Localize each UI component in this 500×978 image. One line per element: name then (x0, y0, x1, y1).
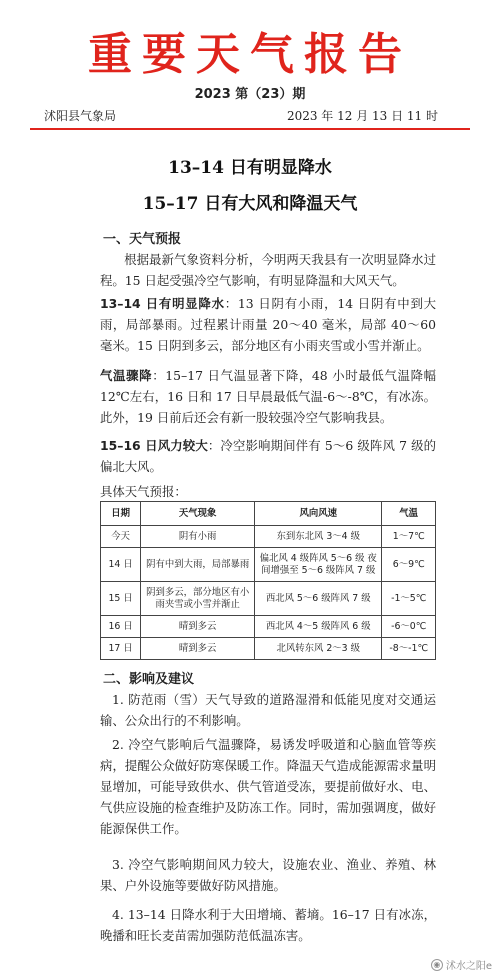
header-divider (30, 128, 470, 130)
table-row (101, 526, 436, 548)
forecast-summary: 根据最新气象资料分析，今明两天我县有一次明显降水过程。15 日起受强冷空气影响，有明显降温和大风天气。 (100, 252, 436, 288)
masthead-title: 重要天气报告 (88, 29, 412, 80)
advice-3: 3. 冷空气影响期间风力较大，设施农业、渔业、养殖、林果、户外设施等要做好防风措施。 (100, 857, 436, 893)
cell-wind: 西北风 4～5 级阵风 6 级 (255, 616, 382, 638)
cell-wind: 偏北风 4 级阵风 5～6 级 夜间增强至 5～6 级阵风 7 级 (255, 548, 382, 582)
advice-4: 4. 13–14 日降水利于大田增墒、蓄墒。16–17 日有冰冻，晚播和旺长麦苗需加强防范低温冻害。 (100, 907, 436, 943)
issue-time: 2023 年 12 月 13 日 11 时 (286, 109, 438, 123)
cell-temp: -6～0℃ (382, 616, 436, 638)
wechat-icon: ◉ (431, 959, 443, 971)
cell-date: 今天 (101, 526, 141, 548)
section-forecast-title: 一、天气预报 (103, 232, 182, 247)
cell-weather: 阴有小雨 (141, 526, 255, 548)
table-row (101, 616, 436, 638)
cell-temp: 1～7℃ (382, 526, 436, 548)
col-temp: 气温 (382, 502, 436, 526)
issue-number: 2023 第（23）期 (194, 87, 306, 102)
section-advice-title: 二、影响及建议 (103, 672, 195, 687)
cell-date: 15 日 (101, 582, 141, 616)
forecast-rain-label: 13–14 日有明显降水 (100, 296, 225, 311)
table-header-row (101, 502, 436, 526)
issuer: 沭阳县气象局 (44, 109, 117, 123)
cell-weather: 晴到多云 (141, 616, 255, 638)
cell-date: 16 日 (101, 616, 141, 638)
cell-weather: 阴有中到大雨，局部暴雨 (141, 548, 255, 582)
forecast-wind: 15–16 日风力较大：冷空影响期间伴有 5～6 级阵风 7 级的偏北大风。 (100, 438, 436, 474)
cell-date: 17 日 (101, 638, 141, 660)
cell-temp: -1～5℃ (382, 582, 436, 616)
forecast-temperature: 气温骤降：15–17 日气温显著下降，48 小时最低气温降幅 12℃左右，16 日和 17 日早晨最低气温-6～-8℃，有冰冻。此外，19 日前后还会有新一股较强冷空气影响我县。 (100, 368, 436, 425)
cell-wind: 西北风 5～6 级阵风 7 级 (255, 582, 382, 616)
watermark: ◉ 沭水之阳e (431, 957, 492, 972)
table-row (101, 582, 436, 616)
col-date: 日期 (101, 502, 141, 526)
col-wind: 风向风速 (255, 502, 382, 526)
table-row (101, 548, 436, 582)
col-weather: 天气现象 (141, 502, 255, 526)
headline-wind: 15–17 日有大风和降温天气 (142, 194, 358, 214)
cell-temp: -8～-1℃ (382, 638, 436, 660)
advice-1: 1. 防范雨（雪）天气导致的道路湿滑和低能见度对交通运输、公众出行的不利影响。 (100, 692, 436, 728)
cell-date: 14 日 (101, 548, 141, 582)
cell-temp: 6～9℃ (382, 548, 436, 582)
cell-weather: 阴到多云，部分地区有小雨夹雪或小雪并渐止 (141, 582, 255, 616)
forecast-temperature-label: 气温骤降 (100, 368, 153, 383)
cell-wind: 东到东北风 3～4 级 (255, 526, 382, 548)
table-label: 具体天气预报： (100, 484, 187, 499)
cell-weather: 晴到多云 (141, 638, 255, 660)
forecast-rain: 13–14 日有明显降水：13 日阴有小雨，14 日阴有中到大雨，局部暴雨。过程累计雨量 20～40 毫米，局部 40～60 毫米。15 日阴到多云，部分地区有小雨夹雪或小雪并渐止。 (100, 296, 436, 353)
forecast-table (100, 501, 436, 660)
table-row (101, 638, 436, 660)
advice-2: 2. 冷空气影响后气温骤降，易诱发呼吸道和心脑血管等疾病，提醒公众做好防寒保暖工作。降温天气造成能源需求量明显增加，可能导致供水、供气管道受冻，要提前做好水、电、气供应设施的检查维护及防冻工作。同时，需加强调度，做好能源保供工作。 (100, 737, 436, 836)
cell-wind: 北风转东风 2～3 级 (255, 638, 382, 660)
forecast-wind-label: 15–16 日风力较大 (100, 438, 208, 453)
headline-rain: 13–14 日有明显降水 (168, 158, 332, 178)
